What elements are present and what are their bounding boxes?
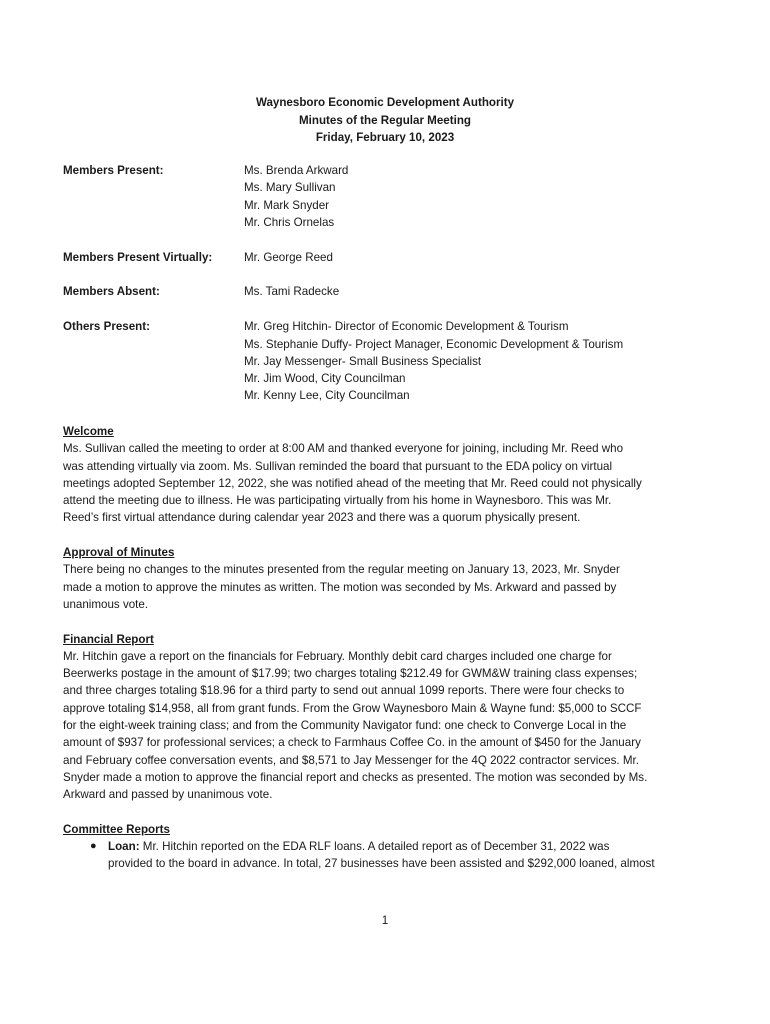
- committee-section: [63, 821, 723, 873]
- financial-paragraph: [63, 648, 723, 804]
- financial-heading: Financial Report: [63, 632, 154, 646]
- bullet-first-line: [108, 838, 723, 855]
- text-line: was attending virtually via zoom. Ms. Sullivan reminded the board that pursuant to the EDA policy on virtual: [63, 459, 613, 473]
- members-absent-label: Members Absent:: [63, 285, 160, 299]
- text-line: Mr. Hitchin gave a report on the financials for February. Monthly debit card charges included one charge for: [63, 649, 612, 663]
- text-line: Arkward and passed by unanimous vote.: [63, 788, 273, 802]
- committee-list: [63, 838, 723, 873]
- text-line: meetings adopted September 12, 2022, she was notified ahead of the meeting that Mr. Reed could not physically: [63, 476, 642, 490]
- member-name: Mr. Mark Snyder: [244, 198, 330, 212]
- document-title: Minutes of the Regular Meeting: [299, 113, 471, 127]
- members-virtual-names: [244, 249, 333, 266]
- document-header: [0, 94, 770, 147]
- attendee-name: Ms. Stephanie Duffy- Project Manager, Economic Development & Tourism: [244, 337, 624, 351]
- attendee-name: Mr. Jim Wood, City Councilman: [244, 372, 406, 386]
- text-line: provided to the board in advance. In total, 27 businesses have been assisted and $292,000 loaned, almost: [108, 857, 655, 871]
- welcome-section: [63, 423, 723, 527]
- attendee-name: Mr. Kenny Lee, City Councilman: [244, 389, 410, 403]
- text-line: made a motion to approve the minutes as written. The motion was seconded by Ms. Arkward and passed by: [63, 580, 617, 594]
- page-number: 1: [381, 914, 389, 927]
- text-line: Beerwerks postage in the amount of $17.99; two charges totaling $212.49 for GWM&W training class expenses;: [63, 667, 638, 681]
- text-line: unanimous vote.: [63, 597, 149, 611]
- approval-section: [63, 544, 723, 613]
- members-absent-row: [63, 283, 723, 300]
- text-line: amount of $937 for professional services; a check to Farmhaus Coffee Co. in the amount of $450 for the January: [63, 736, 641, 750]
- others-present-names: [244, 318, 623, 404]
- attendee-name: Mr. Greg Hitchin- Director of Economic Development & Tourism: [244, 320, 569, 334]
- members-present-row: [63, 162, 723, 231]
- member-name: Mr. George Reed: [244, 250, 333, 264]
- members-present-label: Members Present:: [63, 164, 164, 177]
- others-present-label: Others Present:: [63, 320, 150, 334]
- members-present-names: [244, 162, 348, 231]
- organization-name: Waynesboro Economic Development Authority: [255, 96, 515, 109]
- text-line: and February coffee conversation events, and $8,571 to Jay Messenger for the 4Q 2022 contractor services. Mr.: [63, 753, 639, 767]
- member-name: Ms. Tami Radecke: [244, 285, 340, 299]
- text-line: There being no changes to the minutes presented from the regular meeting on January 13, 2023, Mr. Snyder: [63, 563, 620, 577]
- members-virtual-row: [63, 249, 723, 266]
- bullet-lead: Loan:: [108, 840, 140, 854]
- approval-paragraph: [63, 561, 723, 613]
- text-line: for the eight-week training class; and from the Community Navigator fund: one check to Converge Local in the: [63, 719, 627, 733]
- text-line: and three charges totaling $18.96 for a third party to send out annual 1099 reports. There were four checks to: [63, 684, 625, 698]
- attendance-block: [63, 162, 723, 422]
- text-line: Reed’s first virtual attendance during calendar year 2023 and there was a quorum physically present.: [63, 511, 581, 525]
- committee-heading: Committee Reports: [63, 822, 170, 836]
- member-name: Mr. Chris Ornelas: [244, 215, 335, 229]
- member-name: Ms. Brenda Arkward: [244, 164, 349, 177]
- welcome-paragraph: [63, 440, 723, 526]
- meeting-date: Friday, February 10, 2023: [315, 131, 455, 144]
- text-line: approve totaling $14,958, all from grant funds. From the Grow Waynesboro Main & Wayne fund: $5,000 to SCCF: [63, 701, 642, 715]
- bullet-icon: ●: [90, 840, 97, 853]
- text-line: Ms. Sullivan called the meeting to order at 8:00 AM and thanked everyone for joining, including Mr. Reed who: [63, 442, 624, 456]
- welcome-heading: Welcome: [63, 425, 114, 438]
- others-present-row: [63, 318, 723, 404]
- bullet-text: Mr. Hitchin reported on the EDA RLF loans. A detailed report as of December 31, 2022 was: [139, 840, 610, 854]
- member-name: Ms. Mary Sullivan: [244, 181, 336, 195]
- members-absent-names: [244, 283, 339, 300]
- text-line: Snyder made a motion to approve the financial report and checks as presented. The motion was seconded by Ms.: [63, 770, 648, 784]
- list-item: [63, 838, 723, 873]
- members-virtual-label: Members Present Virtually:: [63, 250, 213, 264]
- text-line: attend the meeting due to illness. He was participating virtually from his home in Waynesboro. This was Mr.: [63, 494, 612, 508]
- attendee-name: Mr. Jay Messenger- Small Business Specialist: [244, 354, 482, 368]
- minutes-body: [63, 423, 723, 890]
- financial-section: [63, 631, 723, 804]
- approval-heading: Approval of Minutes: [63, 546, 175, 560]
